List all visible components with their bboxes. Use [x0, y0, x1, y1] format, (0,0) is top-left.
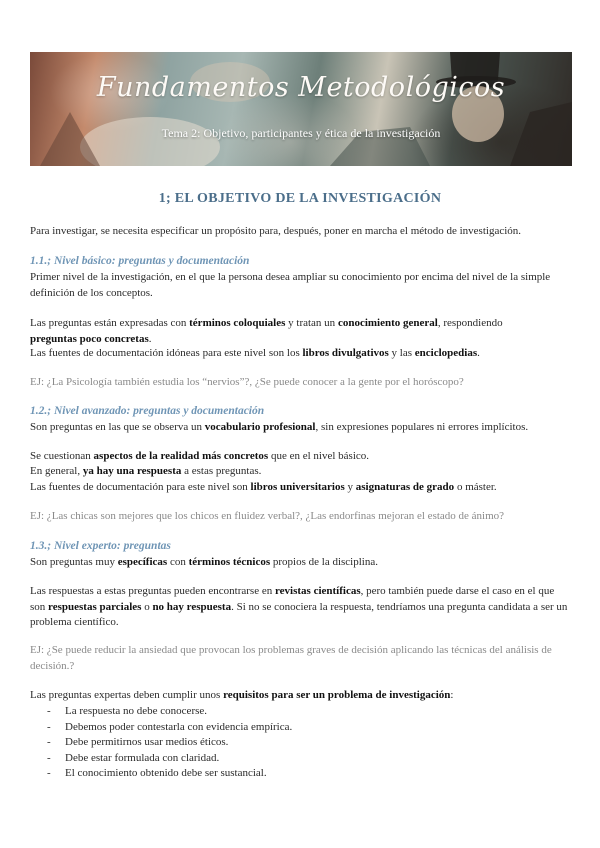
intro-paragraph: Para investigar, se necesita especificar un propósito para, después, poner en marcha el método de investigación.	[30, 225, 522, 237]
bullet-dash: -	[47, 736, 51, 748]
advanced-paragraph-3: En general, ya hay una respuesta a estas preguntas.	[30, 465, 262, 477]
header-banner	[30, 52, 572, 166]
bullet-dash: -	[47, 705, 51, 717]
section-title: 1; EL OBJETIVO DE LA INVESTIGACIÓN	[158, 191, 442, 206]
requirements-intro: Las preguntas expertas deben cumplir unos requisitos para ser un problema de investigación:	[30, 689, 454, 701]
subheading-advanced: 1.2.; Nivel avanzado: preguntas y documentación	[30, 405, 265, 417]
document-subtitle: Tema 2: Objetivo, participantes y ética de la investigación	[161, 126, 441, 140]
advanced-paragraph-2: Se cuestionan aspectos de la realidad más concretos que en el nivel básico.	[30, 450, 370, 462]
subheading-expert: 1.3.; Nivel experto: preguntas	[30, 540, 171, 552]
list-item: - El conocimiento obtenido debe ser sustancial.	[30, 766, 292, 782]
list-item: - Debemos poder contestarla con evidencia empírica.	[30, 720, 292, 736]
basic-paragraph-1: Primer nivel de la investigación, en el que la persona desea ampliar su conocimiento por encima del nivel de la simple definición de los conceptos.	[30, 271, 551, 299]
expert-example: EJ: ¿Se puede reducir la ansiedad que provocan los problemas graves de decisión aplicando las técnicas del análisis de decisión.?	[30, 644, 552, 672]
subheading-basic: 1.1.; Nivel básico: preguntas y documentación	[30, 255, 250, 267]
advanced-example: EJ: ¿Las chicas son mejores que los chicos en fluidez verbal?, ¿Las endorfinas mejoran el estado de ánimo?	[30, 510, 505, 522]
basic-paragraph-3: Las fuentes de documentación idóneas para este nivel son los libros divulgativos y las enciclopedias.	[30, 347, 480, 359]
advanced-paragraph-1: Son preguntas en las que se observa un vocabulario profesional, sin expresiones populares ni errores implícitos.	[30, 421, 529, 433]
expert-paragraph-2: Las respuestas a estas preguntas pueden encontrarse en revistas científicas, pero también puede darse el caso en el que son respuestas parciales o no hay respuesta. Si no se conociera la respuesta, tendríamos una pregunta candidata a ser un problema científico.	[30, 585, 568, 628]
expert-paragraph-1: Son preguntas muy específicas con términos técnicos propios de la disciplina.	[30, 556, 378, 568]
requirements-list	[30, 704, 292, 782]
bullet-dash: -	[47, 751, 51, 764]
bullet-dash: -	[47, 720, 51, 733]
document-title: Fundamentos Metodológicos	[96, 72, 506, 103]
painting-illustration	[30, 52, 572, 166]
list-item: - Debe permitirnos usar medios éticos.	[30, 735, 292, 751]
advanced-paragraph-4: Las fuentes de documentación para este nivel son libros universitarios y asignaturas de grado o máster.	[30, 481, 497, 493]
basic-example: EJ: ¿La Psicología también estudia los “nervios”?, ¿Se puede conocer a la gente por el horóscopo?	[30, 376, 464, 388]
bullet-dash: -	[47, 767, 51, 779]
list-item: - La respuesta no debe conocerse.	[30, 704, 292, 720]
basic-paragraph-2: Las preguntas están expresadas con términos coloquiales y tratan un conocimiento general, respondiendo preguntas poco concretas.	[30, 317, 503, 345]
list-item: - Debe estar formulada con claridad.	[30, 751, 292, 767]
